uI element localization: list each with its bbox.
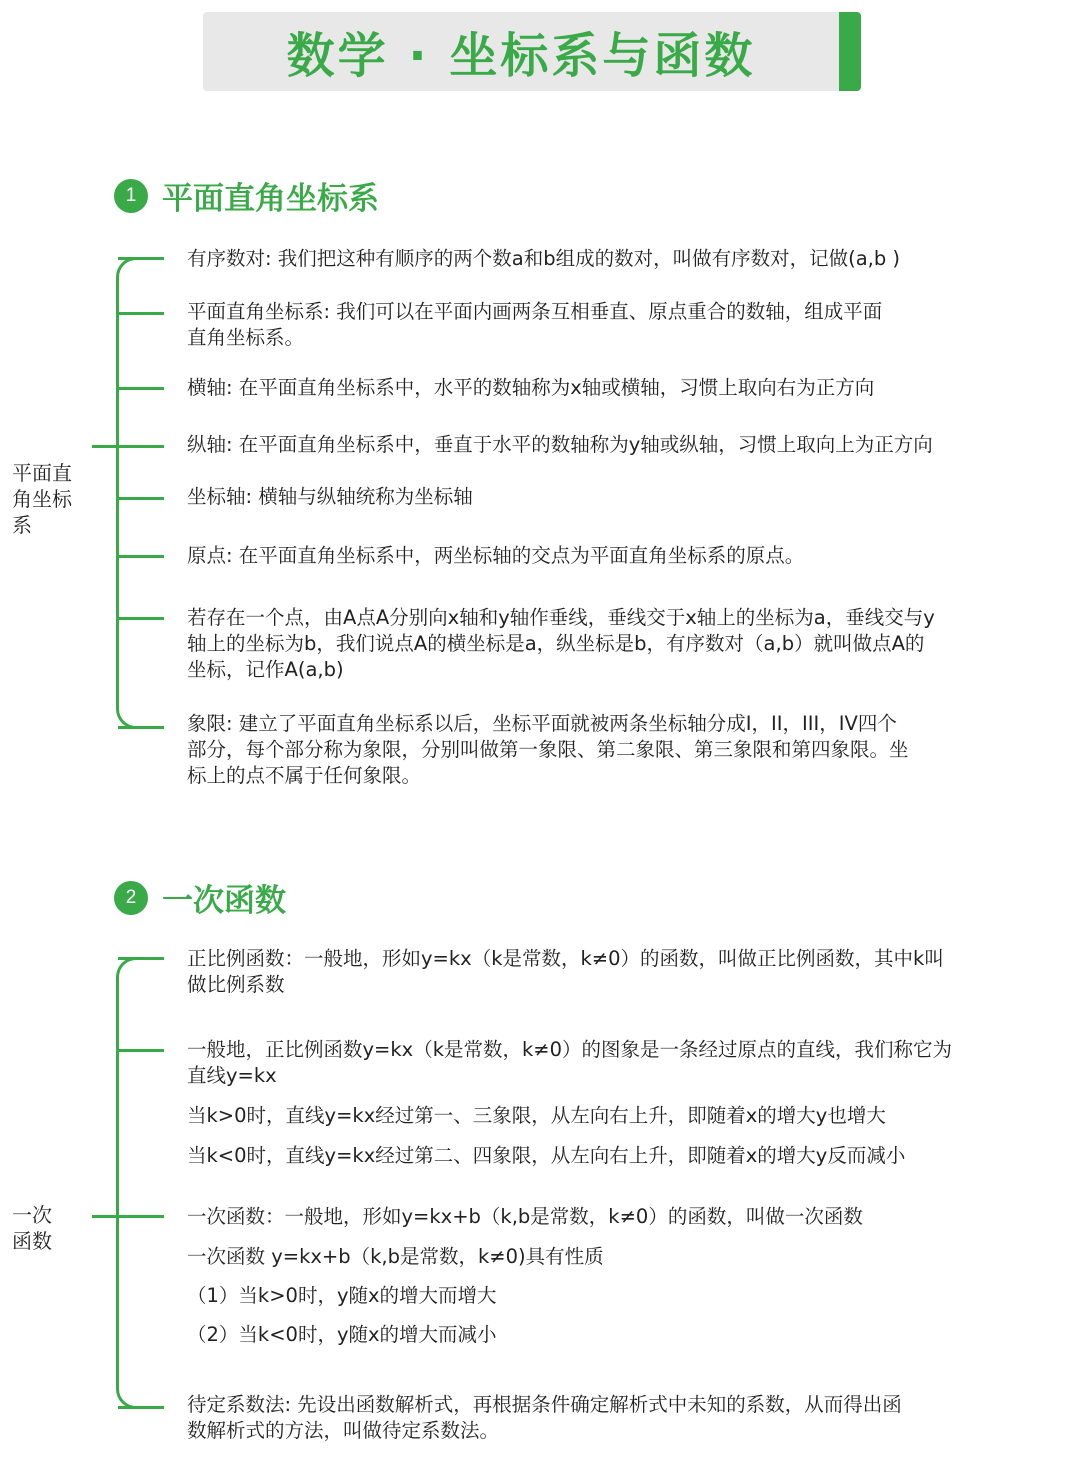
s1-item-axes: 坐标轴: 横轴与纵轴统称为坐标轴 <box>187 485 473 508</box>
s2-item-undetermined-coefficients: 待定系数法: 先设出函数解析式，再根据条件确定解析式中未知的系数，从而得出函 数解析式的方法，叫做待定系数法。 <box>187 1393 902 1442</box>
s1-item-ordered-pair: 有序数对: 我们把这种有顺序的两个数a和b组成的数对，叫做有序数对，记做(a,b ) <box>187 247 901 270</box>
section-1-title: 平面直角坐标系 <box>162 181 379 217</box>
s1-item-y-axis: 纵轴: 在平面直角坐标系中，垂直于水平的数轴称为y轴或纵轴，习惯上取向上为正方向 <box>187 433 933 456</box>
branch-line <box>118 726 164 729</box>
title-banner <box>203 12 861 91</box>
s1-item-coordinate-system: 平面直角坐标系: 我们可以在平面内画两条互相垂直、原点重合的数轴，组成平面 直角坐标系。 <box>187 300 883 349</box>
s2-item-proportional-graph: 一般地，正比例函数y=kx（k是常数，k≠0）的图象是一条经过原点的直线，我们称它为 直线y=kx <box>187 1038 953 1087</box>
branch-line <box>118 957 164 960</box>
section-1-root-label: 平面直 角坐标 系 <box>12 461 72 537</box>
section-1-number-badge: 1 <box>114 179 148 213</box>
section-2-title: 一次函数 <box>162 883 286 919</box>
section-2-root-label: 一次 函数 <box>12 1203 52 1253</box>
branch-line <box>118 497 164 500</box>
section-2-bracket <box>116 957 146 1409</box>
s1-item-origin: 原点: 在平面直角坐标系中，两坐标轴的交点为平面直角坐标系的原点。 <box>187 544 805 567</box>
s1-item-quadrants: 象限: 建立了平面直角坐标系以后，坐标平面就被两条坐标轴分成I，II，III，IV四个 部分，每个部分称为象限，分别叫做第一象限、第二象限、第三象限和第四象限。坐 标上的点不属于任何象限。 <box>187 712 909 787</box>
s1-item-x-axis: 横轴: 在平面直角坐标系中，水平的数轴称为x轴或横轴，习惯上取向右为正方向 <box>187 376 875 399</box>
branch-line <box>118 387 164 390</box>
section-1-bracket <box>116 257 146 729</box>
s2-item-k-positive: 当k>0时，直线y=kx经过第一、三象限，从左向右上升，即随着x的增大y也增大 <box>187 1104 886 1127</box>
section-2-header <box>114 875 286 920</box>
s2-item-k-negative: 当k<0时，直线y=kx经过第二、四象限，从左向右上升，即随着x的增大y反而减小 <box>187 1144 906 1167</box>
s2-item-linear-properties: 一次函数 y=kx+b（k,b是常数，k≠0)具有性质 <box>187 1245 604 1268</box>
section-2-number-badge: 2 <box>114 881 148 915</box>
branch-line <box>118 1049 164 1052</box>
s2-item-property-2: （2）当k<0时，y随x的增大而减小 <box>187 1323 497 1346</box>
s1-item-point-coordinates: 若存在一个点，由A点A分别向x轴和y轴作垂线，垂线交于x轴上的坐标为a，垂线交与y 轴上的坐标为b，我们说点A的横坐标是a，纵坐标是b，有序数对（a,b）就叫做点A的 坐标，记作A(a,b) <box>187 606 935 681</box>
branch-line <box>118 555 164 558</box>
section-1-header <box>114 173 379 218</box>
branch-line <box>118 312 164 315</box>
branch-line <box>118 257 164 260</box>
s2-item-property-1: （1）当k>0时，y随x的增大而增大 <box>187 1284 497 1307</box>
s2-item-proportional-function: 正比例函数：一般地，形如y=kx（k是常数，k≠0）的函数，叫做正比例函数，其中k叫 做比例系数 <box>187 947 944 996</box>
s2-item-linear-function: 一次函数：一般地，形如y=kx+b（k,b是常数，k≠0）的函数，叫做一次函数 <box>187 1205 863 1228</box>
branch-line <box>118 1406 164 1409</box>
branch-line <box>118 617 164 620</box>
page-title: 数学 · 坐标系与函数 <box>286 28 756 84</box>
